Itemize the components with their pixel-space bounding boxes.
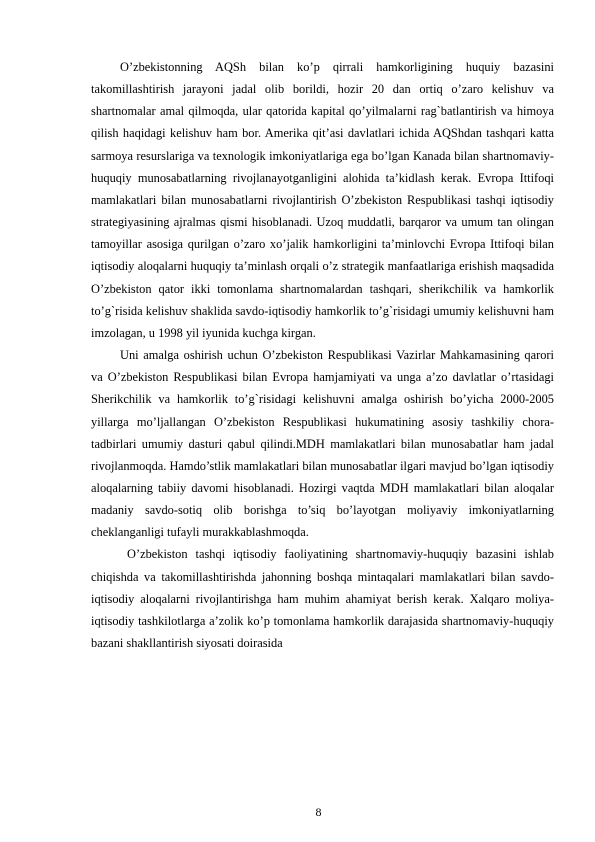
document-body xyxy=(91,56,554,654)
paragraph-2: Uni amalga oshirish uchun O’zbekiston Respublikasi Vazirlar Mahkamasining qarori va O’zbekiston Respublikasi bilan Evropa hamjamiyati va unga a’zo davlatlar o’rtasidagi Sherikchilik va hamkorlik to’g`risidagi kelishuvni amalga oshirish bo’yicha 2000-2005 yillarga mo’ljallangan O’zbekiston Respublikasi hukumatining asosiy tashkiliy chora-tadbirlari umumiy dasturi qabul qilindi.MDH mamlakatlari bilan munosabatlar ham jadal rivojlanmoqda. Hamdo’stlik mamlakatlari bilan munosabatlar ilgari mavjud bo’lgan iqtisodiy aloqalarning tabiiy davomi hisoblanadi. Hozirgi vaqtda MDH mamlakatlari bilan aloqalar madaniy savdo-sotiq olib borishga to’siq bo’layotgan moliyaviy imkoniyatlarning cheklanganligi tufayli murakkablashmoqda. xyxy=(91,348,554,540)
page-number: 8 xyxy=(315,805,322,819)
paragraph-3: O’zbekiston tashqi iqtisodiy faoliyatining shartnomaviy-huquqiy bazasini ishlab chiqishda va takomillashtirishda jahonning boshqa mintaqalari mamlakatlari bilan savdo-iqtisodiy aloqalarni rivojlantirishga ham muhim ahamiyat berish kerak. Xalqaro moliya-iqtisodiy tashkilotlarga a’zolik ko’p tomonlama hamkorlik darajasida shartnomaviy-huquqiy bazani shakllantirish siyosati doirasida xyxy=(91,547,554,651)
paragraph-1: O’zbekistonning AQSh bilan ko’p qirrali hamkorligining huquiy bazasini takomillashtirish jarayoni jadal olib borildi, hozir 20 dan ortiq o’zaro kelishuv va shartnomalar amal qilmoqda, ular qatorida kapital qo’yilmalarni rag`batlantirish va himoya qilish haqidagi kelishuv ham bor. Amerika qit’asi davlatlari ichida AQShdan tashqari katta sarmoya resurslariga va texnologik imkoniyatlariga ega bo’lgan Kanada bilan shartnomaviy-huquqiy munosabatlarning rivojlanayotganligini alohida ta’kidlash kerak. Evropa Ittifoqi mamlakatlari bilan munosabatlarni rivojlantirish O’zbekiston Respublikasi tashqi iqtisodiy strategiyasining ajralmas qismi hisoblanadi. Uzoq muddatli, barqaror va umum tan olingan tamoyillar asosiga qurilgan o’zaro xo’jalik hamkorligini ta’minlovchi Evropa Ittifoqi bilan iqtisodiy aloqalarni huquqiy ta’minlash orqali o’z strategik manfaatlariga erishish maqsadida O’zbekiston qator ikki tomonlama shartnomalardan tashqari, sherikchilik va hamkorlik to’g`risida kelishuv shaklida savdo-iqtisodiy hamkorlik to’g`risidagi umumiy kelishuvni ham imzolagan, u 1998 yil iyunida kuchga kirgan. xyxy=(91,60,554,340)
